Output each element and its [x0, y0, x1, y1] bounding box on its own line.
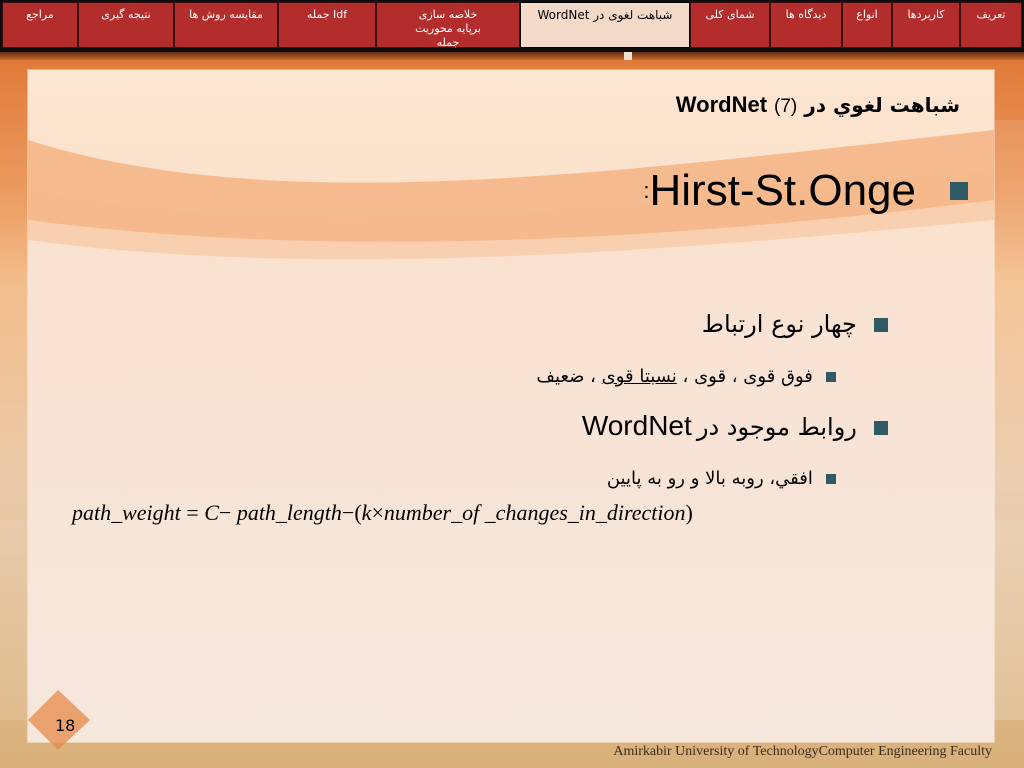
bullet-hirst-st-onge — [643, 166, 968, 216]
nav-item-idf-sentence[interactable]: Idf جمله — [278, 2, 376, 48]
title-number: (7) — [774, 96, 798, 117]
formula-equals: = — [186, 500, 199, 525]
nav-item-references[interactable]: مراجع — [2, 2, 78, 48]
formula-minus: − — [218, 500, 232, 525]
formula-open-paren: ( — [354, 500, 362, 525]
slide-number: 18 — [55, 716, 76, 735]
bullet-text: روابط موجود در — [696, 413, 857, 441]
formula-changes-term: number_of _changes_in_direction — [383, 500, 686, 525]
formula-close-paren: ) — [685, 500, 693, 525]
nav-item-method-comparison[interactable]: مقایسه روش ها — [174, 2, 278, 48]
nav-divider — [0, 52, 1024, 60]
top-navigation-bar — [0, 0, 1024, 52]
heading-text: Hirst-St.Onge — [649, 166, 916, 215]
bullet-directions — [607, 468, 836, 489]
square-bullet-icon — [826, 372, 836, 382]
strength-underlined: نسبتا قوی — [601, 366, 677, 387]
title-text: شباهت لغوي در — [804, 93, 960, 117]
nav-item-overview[interactable]: شمای کلی — [690, 2, 770, 48]
slide-title — [676, 92, 960, 118]
formula-constant: C — [204, 500, 219, 525]
formula-minus: − — [341, 500, 355, 525]
nav-item-viewpoints[interactable]: دیدگاه ها — [770, 2, 842, 48]
title-wordnet: WordNet — [675, 92, 768, 117]
nav-item-centrality-summarization[interactable]: خلاصه سازی برپایه محوریت جمله — [376, 2, 520, 48]
nav-item-applications[interactable]: کاربردها — [892, 2, 960, 48]
bullet-four-relations — [702, 310, 888, 338]
footer-institution: Amirkabir University of TechnologyComputer Engineering Faculty — [613, 744, 992, 759]
nav-item-types[interactable]: انواع — [842, 2, 892, 48]
nav-indicator — [624, 52, 632, 60]
square-bullet-icon — [874, 318, 888, 332]
bullet-text: چهار نوع ارتباط — [701, 310, 857, 338]
bullet-relation-strengths — [536, 366, 836, 387]
formula-lhs: path_weight — [72, 500, 181, 525]
strength-text-2: ، ضعیف — [536, 366, 602, 387]
nav-item-conclusion[interactable]: نتیجه گیری — [78, 2, 174, 48]
path-weight-formula — [72, 500, 693, 526]
nav-item-wordnet-similarity[interactable]: شباهت لغوی در WordNet — [520, 2, 690, 48]
bullet-wordnet: WordNet — [581, 410, 692, 441]
square-bullet-icon — [826, 474, 836, 484]
formula-k: k — [361, 500, 372, 525]
formula-times: × — [371, 500, 384, 525]
nav-item-definition[interactable]: تعریف — [960, 2, 1022, 48]
strength-text-1: فوق قوی ، قوی ، — [676, 366, 813, 387]
square-bullet-icon — [874, 421, 888, 435]
heading-colon: : — [643, 178, 650, 203]
directions-text: افقي، روبه بالا و رو به پايين — [606, 468, 813, 489]
formula-path-length: path_length — [236, 500, 342, 525]
square-bullet-icon — [950, 182, 968, 200]
bullet-wordnet-relations — [582, 410, 888, 442]
